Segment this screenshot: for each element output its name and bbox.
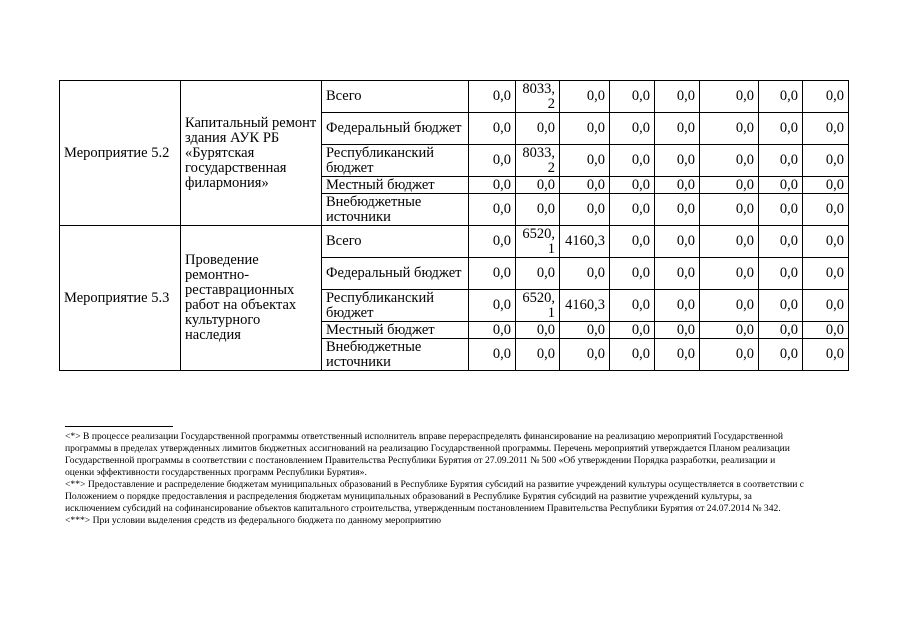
funding-source: Внебюджетные источники [322, 194, 469, 226]
amount-cell: 0,0 [560, 339, 610, 371]
amount-cell: 0,0 [516, 339, 560, 371]
amount-cell: 8033, 2 [516, 145, 560, 177]
amount-cell: 0,0 [759, 322, 803, 339]
amount-cell: 0,0 [759, 194, 803, 226]
amount-cell: 0,0 [700, 258, 759, 290]
amount-cell: 0,0 [469, 177, 516, 194]
amount-cell: 0,0 [560, 194, 610, 226]
amount-cell: 0,0 [803, 322, 849, 339]
amount-cell: 0,0 [469, 194, 516, 226]
amount-cell: 0,0 [560, 113, 610, 145]
amount-cell: 0,0 [560, 258, 610, 290]
funding-source: Всего [322, 226, 469, 258]
amount-cell: 0,0 [610, 81, 655, 113]
footnote-separator [65, 426, 173, 427]
amount-cell: 0,0 [560, 145, 610, 177]
event-label: Мероприятие 5.2 [60, 81, 181, 226]
amount-cell: 0,0 [803, 339, 849, 371]
amount-cell: 0,0 [655, 322, 700, 339]
amount-cell: 0,0 [469, 226, 516, 258]
amount-cell: 8033, 2 [516, 81, 560, 113]
funding-source: Внебюджетные источники [322, 339, 469, 371]
amount-cell: 0,0 [469, 322, 516, 339]
amount-cell: 4160,3 [560, 226, 610, 258]
table-row [60, 226, 849, 258]
amount-cell: 0,0 [610, 290, 655, 322]
amount-cell: 0,0 [560, 81, 610, 113]
amount-cell: 0,0 [803, 226, 849, 258]
amount-cell: 0,0 [655, 290, 700, 322]
amount-cell: 0,0 [655, 258, 700, 290]
budget-table [59, 80, 849, 371]
amount-cell: 0,0 [700, 322, 759, 339]
amount-cell: 0,0 [610, 339, 655, 371]
amount-cell: 0,0 [700, 177, 759, 194]
amount-cell: 0,0 [469, 113, 516, 145]
amount-cell: 0,0 [560, 322, 610, 339]
amount-cell: 0,0 [655, 81, 700, 113]
amount-cell: 0,0 [610, 145, 655, 177]
amount-cell: 0,0 [700, 339, 759, 371]
amount-cell: 0,0 [469, 258, 516, 290]
amount-cell: 0,0 [759, 145, 803, 177]
amount-cell: 0,0 [803, 258, 849, 290]
amount-cell: 0,0 [759, 113, 803, 145]
amount-cell: 0,0 [700, 113, 759, 145]
amount-cell: 0,0 [610, 177, 655, 194]
amount-cell: 0,0 [469, 81, 516, 113]
funding-source: Всего [322, 81, 469, 113]
document-page [59, 80, 849, 371]
amount-cell: 0,0 [516, 113, 560, 145]
amount-cell: 0,0 [803, 81, 849, 113]
amount-cell: 0,0 [655, 145, 700, 177]
amount-cell: 0,0 [655, 177, 700, 194]
amount-cell: 0,0 [469, 290, 516, 322]
footnote-1: <*> В процессе реализации Государственной программы ответственный исполнитель вправе перераспределять финансирование на реализацию мероприятий Государственной программы в пределах утвержденных лимитов бюджетных ассигнований на реализацию Государственной программы. Перечень мероприятий утверждается Планом реализации Государственной программы в соответствии с постановлением Правительства Республики Бурятия от 27.09.2011 № 500 «Об утверждении Порядка разработки, реализации и оценки эффективности государственных программ Республики Бурятия». [65, 431, 790, 478]
amount-cell: 0,0 [759, 290, 803, 322]
amount-cell: 0,0 [516, 322, 560, 339]
amount-cell: 0,0 [655, 226, 700, 258]
amount-cell: 0,0 [759, 339, 803, 371]
amount-cell: 0,0 [469, 145, 516, 177]
amount-cell: 6520, 1 [516, 290, 560, 322]
amount-cell: 0,0 [516, 258, 560, 290]
footnote-2: <**> Предоставление и распределение бюджетам муниципальных образований в Республике Бурятия субсидий на развитие учреждений культуры осуществляется в соответствии с Положением о порядке предоставления и распределения бюджетам муниципальных образований в Республике Бурятия субсидий на развитие учреждений культуры, за исключением субсидий на софинансирование объектов капитального строительства, утвержденным постановлением Правительства Республики Бурятия от 24.07.2014 № 342. [65, 479, 805, 514]
amount-cell: 0,0 [610, 322, 655, 339]
amount-cell: 6520, 1 [516, 226, 560, 258]
event-description: Проведение ремонтно-реставрационных работ на объектах культурного наследия [181, 226, 322, 371]
funding-source: Местный бюджет [322, 322, 469, 339]
amount-cell: 0,0 [700, 81, 759, 113]
amount-cell: 0,0 [700, 290, 759, 322]
event-label: Мероприятие 5.3 [60, 226, 181, 371]
amount-cell: 0,0 [700, 145, 759, 177]
amount-cell: 0,0 [516, 194, 560, 226]
amount-cell: 0,0 [560, 177, 610, 194]
footnote-3: <***> При условии выделения средств из федерального бюджета по данному мероприятию [65, 515, 442, 526]
amount-cell: 0,0 [516, 177, 560, 194]
event-description: Капитальный ремонт здания АУК РБ «Бурятская государственная филармония» [181, 81, 322, 226]
amount-cell: 0,0 [655, 194, 700, 226]
amount-cell: 0,0 [610, 113, 655, 145]
table-row [60, 81, 849, 113]
amount-cell: 0,0 [803, 194, 849, 226]
amount-cell: 0,0 [655, 113, 700, 145]
amount-cell: 4160,3 [560, 290, 610, 322]
amount-cell: 0,0 [700, 226, 759, 258]
amount-cell: 0,0 [803, 113, 849, 145]
amount-cell: 0,0 [803, 145, 849, 177]
amount-cell: 0,0 [610, 258, 655, 290]
funding-source: Республиканский бюджет [322, 290, 469, 322]
amount-cell: 0,0 [759, 226, 803, 258]
amount-cell: 0,0 [610, 194, 655, 226]
amount-cell: 0,0 [700, 194, 759, 226]
amount-cell: 0,0 [610, 226, 655, 258]
footnotes [65, 426, 805, 527]
amount-cell: 0,0 [759, 177, 803, 194]
budget-table-body [60, 81, 849, 371]
funding-source: Республиканский бюджет [322, 145, 469, 177]
amount-cell: 0,0 [759, 258, 803, 290]
amount-cell: 0,0 [759, 81, 803, 113]
funding-source: Федеральный бюджет [322, 258, 469, 290]
amount-cell: 0,0 [803, 290, 849, 322]
amount-cell: 0,0 [469, 339, 516, 371]
amount-cell: 0,0 [655, 339, 700, 371]
funding-source: Федеральный бюджет [322, 113, 469, 145]
funding-source: Местный бюджет [322, 177, 469, 194]
amount-cell: 0,0 [803, 177, 849, 194]
